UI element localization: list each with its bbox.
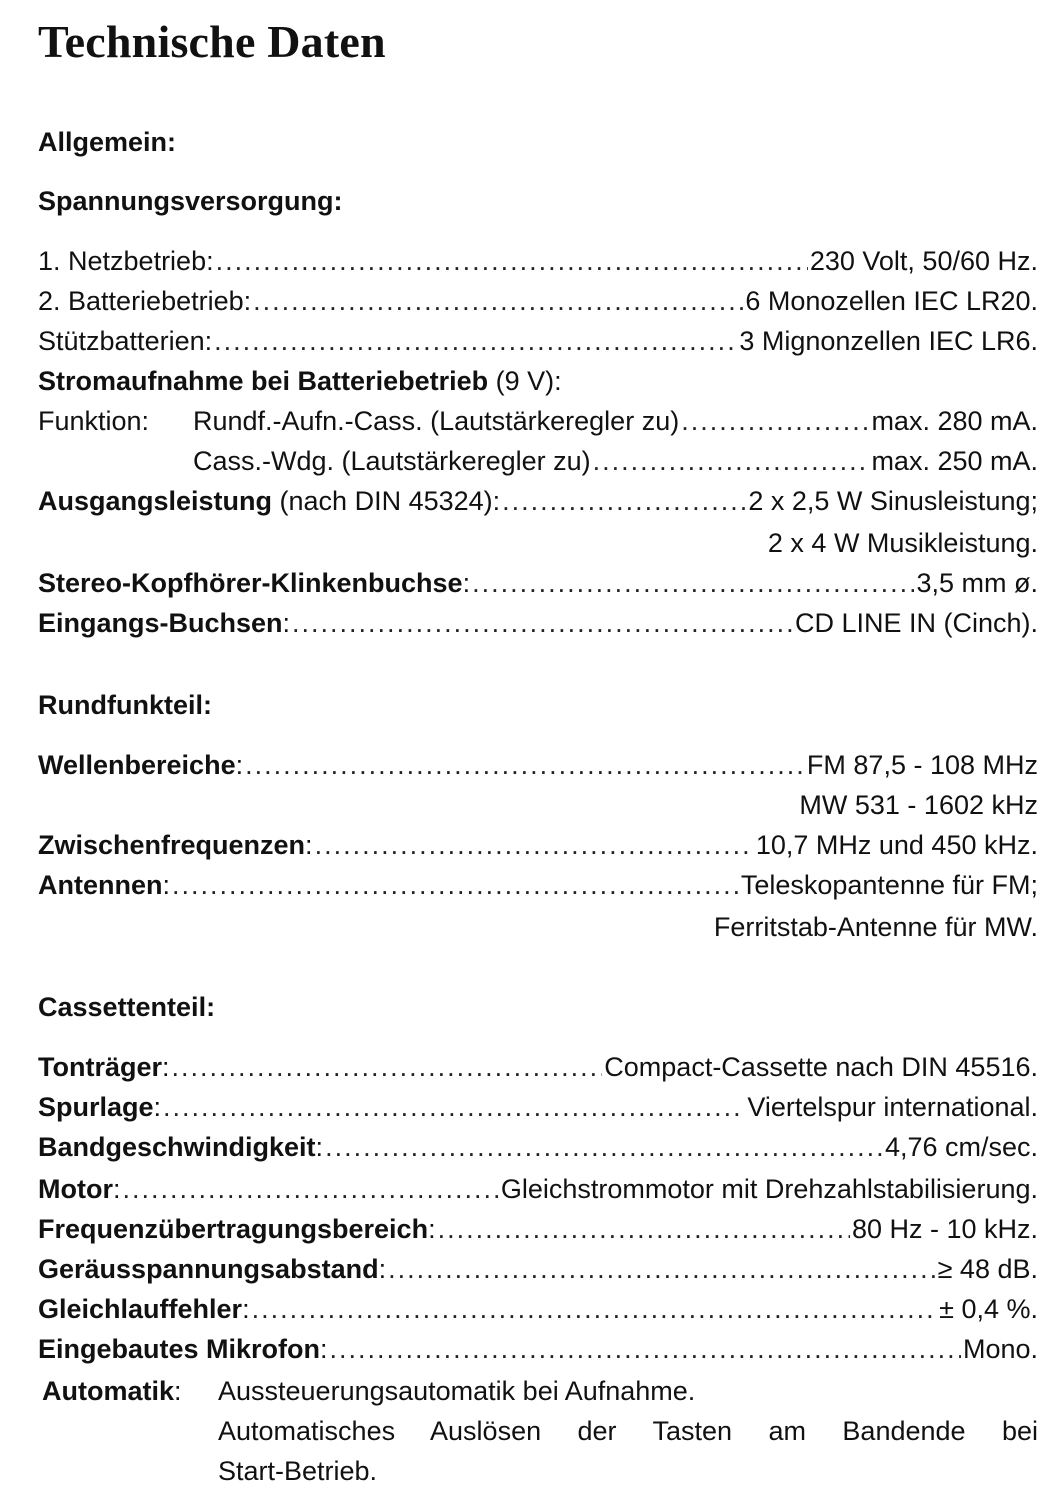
spec-label-bold: Ausgangsleistung	[38, 486, 273, 516]
spec-value: max. 250 mA.	[871, 446, 1038, 476]
dot-leader	[163, 1090, 745, 1124]
spec-value: 10,7 MHz und 450 kHz.	[755, 830, 1038, 860]
section-heading-cassettenteil: Cassettenteil:	[38, 992, 216, 1022]
dot-leader	[216, 244, 808, 278]
spec-label-suffix: (nach DIN 45324):	[272, 486, 501, 516]
spec-label: Stereo-Kopfhörer-Klinkenbuchse:	[38, 568, 471, 598]
dot-leader	[252, 1292, 938, 1326]
spec-label-bold: Gleichlauffehler	[38, 1294, 243, 1324]
spec-value: ≥ 48 dB.	[937, 1254, 1038, 1284]
spec-text: Cass.-Wdg. (Lautstärkeregler zu)	[193, 446, 591, 476]
spec-label: Bandgeschwindigkeit:	[38, 1132, 324, 1162]
spec-value: Teleskopantenne für FM;	[740, 870, 1038, 900]
spec-label: Stromaufnahme bei Batteriebetrieb	[38, 366, 489, 396]
spec-row-mikrofon	[38, 1332, 1038, 1366]
dot-leader	[172, 1050, 603, 1084]
spec-row-motor	[38, 1172, 1038, 1206]
spec-label: Zwischenfrequenzen:	[38, 830, 313, 860]
spec-value: 230 Volt, 50/60 Hz.	[809, 246, 1038, 276]
dot-leader	[502, 484, 746, 518]
spec-label-bold: Geräusspannungsabstand	[38, 1254, 379, 1284]
spec-label-bold: Automatik	[42, 1376, 175, 1406]
spec-value: ± 0,4 %.	[939, 1294, 1038, 1324]
dot-leader	[292, 606, 793, 640]
spec-label-bold: Eingangs-Buchsen	[38, 608, 283, 638]
spec-label: Frequenzübertragungsbereich:	[38, 1214, 436, 1244]
spec-value-continuation: MW 531 - 1602 kHz	[799, 790, 1038, 820]
spec-label-automatik: Automatik:	[42, 1376, 182, 1406]
automatik-line-3: Start-Betrieb.	[218, 1456, 378, 1486]
spec-value: CD LINE IN (Cinch).	[794, 608, 1038, 638]
dot-leader	[438, 1212, 850, 1246]
spec-label: Spurlage:	[38, 1092, 162, 1122]
spec-row-netzbetrieb	[38, 244, 1038, 278]
spec-value: max. 280 mA.	[871, 406, 1038, 436]
dot-leader	[388, 1252, 936, 1286]
spec-label-bold: Frequenzübertragungsbereich	[38, 1214, 429, 1244]
spec-label: Eingangs-Buchsen:	[38, 608, 291, 638]
spec-label	[38, 484, 500, 518]
spec-value: 80 Hz - 10 kHz.	[851, 1214, 1038, 1244]
funktion-label: Funktion:	[38, 406, 150, 436]
sub-heading-spannungsversorgung: Spannungsversorgung:	[38, 186, 343, 216]
spec-value: 3 Mignonzellen IEC LR6.	[739, 326, 1038, 356]
spec-label-bold: Motor	[38, 1174, 113, 1204]
spec-label-bold: Stereo-Kopfhörer-Klinkenbuchse	[38, 568, 463, 598]
spec-row-batteriebetrieb	[38, 284, 1038, 318]
spec-label: Motor:	[38, 1174, 121, 1204]
spec-label-bold: Eingebautes Mikrofon	[38, 1334, 321, 1364]
dot-leader	[172, 868, 739, 902]
spec-value: 3,5 mm ø.	[916, 568, 1038, 598]
spec-label-bold: Wellenbereiche	[38, 750, 236, 780]
spec-value: 6 Monozellen IEC LR20.	[745, 286, 1038, 316]
spec-row-frequenzbereich	[38, 1212, 1038, 1246]
spec-label: Eingebautes Mikrofon:	[38, 1334, 328, 1364]
spec-label: Gleichlauffehler:	[38, 1294, 250, 1324]
dot-leader	[245, 748, 805, 782]
section-heading-rundfunkteil: Rundfunkteil:	[38, 690, 212, 720]
spec-label: 1. Netzbetrieb:	[38, 246, 214, 276]
spec-row-funktion-2	[193, 444, 1038, 478]
dot-leader	[325, 1130, 883, 1164]
spec-label-bold: Tonträger	[38, 1052, 163, 1082]
spec-label-bold: Bandgeschwindigkeit	[38, 1132, 316, 1162]
spec-value-continuation: 2 x 4 W Musikleistung.	[767, 528, 1038, 558]
dot-leader	[123, 1172, 499, 1206]
spec-label-bold: Spurlage	[38, 1092, 154, 1122]
spec-value: 4,76 cm/sec.	[884, 1132, 1038, 1162]
spec-label: Tonträger:	[38, 1052, 170, 1082]
spec-label-bold: Antennen	[38, 870, 163, 900]
spec-row-ausgangsleistung	[38, 484, 1038, 518]
spec-value: Mono.	[962, 1334, 1038, 1364]
spec-row-spurlage	[38, 1090, 1038, 1124]
dot-leader	[315, 828, 754, 862]
section-heading-allgemein: Allgemein:	[38, 127, 177, 157]
spec-row-antennen	[38, 868, 1038, 902]
dot-leader	[330, 1332, 961, 1366]
spec-value: Viertelspur international.	[747, 1092, 1038, 1122]
spec-value-continuation: Ferritstab-Antenne für MW.	[713, 912, 1038, 942]
spec-row-funktion-1	[193, 404, 1038, 438]
dot-leader	[472, 566, 914, 600]
automatik-line-2: Automatisches Auslösen der Tasten am Bandende bei	[218, 1416, 1038, 1446]
spec-row-wellenbereiche	[38, 748, 1038, 782]
dot-leader	[214, 324, 737, 358]
dot-leader	[681, 404, 869, 438]
spec-value: FM 87,5 - 108 MHz	[806, 750, 1038, 780]
dot-leader	[253, 284, 743, 318]
spec-row-tontraeger	[38, 1050, 1038, 1084]
spec-value: Gleichstrommotor mit Drehzahlstabilisierung.	[500, 1174, 1038, 1204]
spec-row-zwischenfrequenzen	[38, 828, 1038, 862]
dot-leader	[593, 444, 870, 478]
spec-value: 2 x 2,5 W Sinusleistung;	[748, 486, 1038, 516]
spec-row-geraeuschspannungsabstand	[38, 1252, 1038, 1286]
spec-label: Stützbatterien:	[38, 326, 213, 356]
spec-row-bandgeschwindigkeit	[38, 1130, 1038, 1164]
spec-value: Compact-Cassette nach DIN 45516.	[604, 1052, 1038, 1082]
spec-label: Antennen:	[38, 870, 171, 900]
spec-row-eingangsbuchsen	[38, 606, 1038, 640]
automatik-line-1: Aussteuerungsautomatik bei Aufnahme.	[218, 1376, 696, 1406]
spec-label: Wellenbereiche:	[38, 750, 244, 780]
spec-label-suffix: (9 V):	[488, 366, 562, 396]
page-title: Technische Daten	[38, 16, 386, 67]
spec-label-bold: Zwischenfrequenzen	[38, 830, 306, 860]
spec-row-kopfhoerer	[38, 566, 1038, 600]
spec-row-stromaufnahme	[38, 364, 562, 398]
spec-row-gleichlauffehler	[38, 1292, 1038, 1326]
spec-label: 2. Batteriebetrieb:	[38, 286, 252, 316]
spec-row-stuetzbatterien	[38, 324, 1038, 358]
spec-label: Geräusspannungsabstand:	[38, 1254, 387, 1284]
spec-text: Rundf.-Aufn.-Cass. (Lautstärkeregler zu)	[193, 406, 680, 436]
